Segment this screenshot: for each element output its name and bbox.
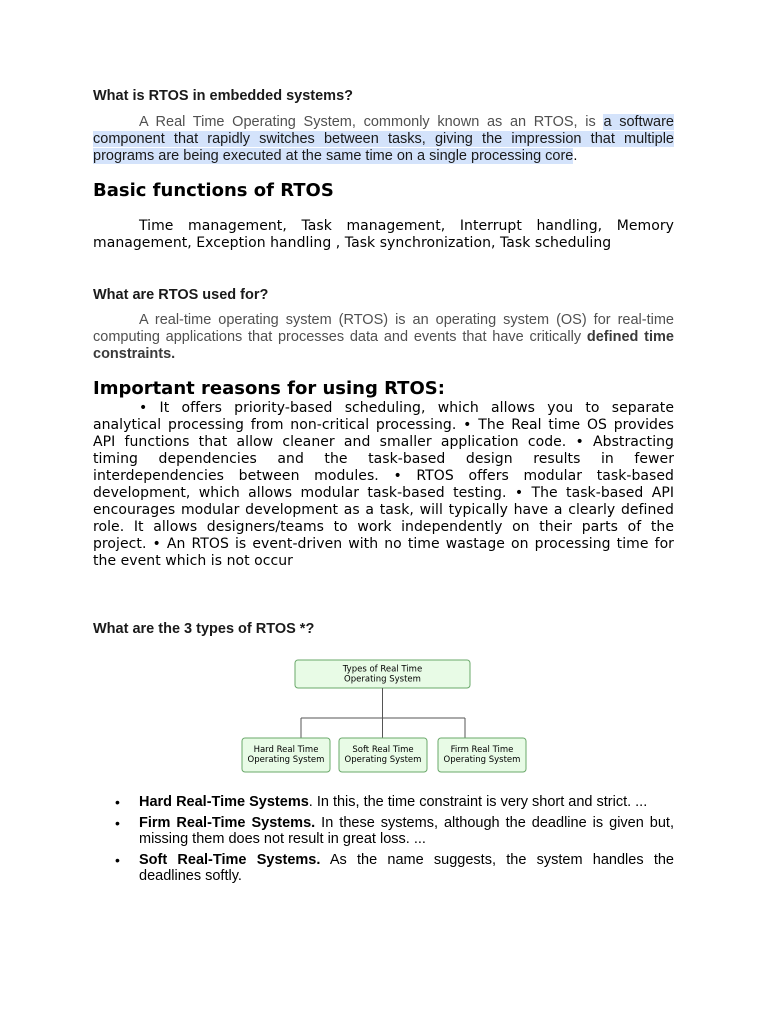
list-item-desc: As the name suggests, the system handles the deadlines softly.: [139, 852, 674, 884]
definition-end-text: .: [573, 148, 578, 164]
rtos-types-heading: What are the 3 types of RTOS *?: [93, 621, 315, 637]
rtos-usage-heading: What are RTOS used for?: [93, 287, 269, 303]
bullet-icon: •: [115, 852, 120, 868]
root-label-line1: Types of Real Time: [342, 664, 423, 675]
rtos-usage-paragraph: [93, 312, 674, 363]
root-label-line2: Operating System: [344, 674, 421, 685]
hard-rtos-line1: Hard Real Time: [253, 745, 319, 755]
firm-rtos-line2: Operating System: [443, 755, 521, 765]
definition-highlighted-text: a software component that rapidly switches between tasks, giving the impression that multiple programs are being executed at the same time on a single processing core: [93, 114, 674, 164]
rtos-types-list: [93, 794, 674, 889]
list-item-term: Hard Real-Time Systems: [139, 794, 309, 810]
bullet-icon: •: [115, 815, 120, 831]
soft-rtos-line1: Soft Real Time: [352, 745, 414, 755]
list-item: [93, 852, 674, 884]
list-item: [93, 794, 674, 810]
definition-plain-text: A Real Time Operating System, commonly known as an RTOS, is: [139, 114, 604, 130]
usage-bold-text: defined time constraints.: [93, 329, 674, 362]
rtos-types-diagram: [240, 658, 530, 776]
usage-plain-text: A real-time operating system (RTOS) is an operating system (OS) for real-time computing applications that processes data and events that have critically: [93, 312, 674, 345]
basic-functions-heading: Basic functions of RTOS: [93, 180, 334, 201]
hard-rtos-line2: Operating System: [247, 755, 325, 765]
list-item-term: Firm Real-Time Systems.: [139, 815, 316, 831]
rtos-definition-paragraph: [93, 114, 674, 165]
rtos-definition-heading: What is RTOS in embedded systems?: [93, 88, 353, 104]
list-item-desc: In these systems, although the deadline is given but, missing them does not result in great loss. ...: [139, 815, 674, 847]
basic-functions-paragraph: [93, 218, 674, 252]
bullet-icon: •: [115, 794, 120, 810]
list-item-desc: . In this, the time constraint is very short and strict. ...: [308, 794, 648, 810]
firm-rtos-line1: Firm Real Time: [450, 745, 514, 755]
basic-functions-text: Time management, Task management, Interrupt handling, Memory management, Exception handling , Task synchronization, Task scheduling: [93, 218, 674, 251]
list-item-term: Soft Real-Time Systems.: [139, 852, 321, 868]
soft-rtos-line2: Operating System: [344, 755, 422, 765]
reasons-paragraph: [93, 400, 674, 570]
reasons-text: • It offers priority-based scheduling, which allows you to separate analytical processing from non-critical processing. • The Real time OS provides API functions that allow cleaner and smaller application code. • Abstracting timing dependencies and the task-based design results in fewer interdependencies between modules. • RTOS offers modular task-based development, which allows modular task-based testing. • The task-based API encourages modular development as a task, will typically have a clearly defined role. It allows designers/teams to work independently on their parts of the project. • An RTOS is event-driven with no time wastage on processing time for the event which is not occur: [93, 400, 674, 569]
list-item: [93, 815, 674, 847]
reasons-heading: Important reasons for using RTOS:: [93, 378, 445, 399]
